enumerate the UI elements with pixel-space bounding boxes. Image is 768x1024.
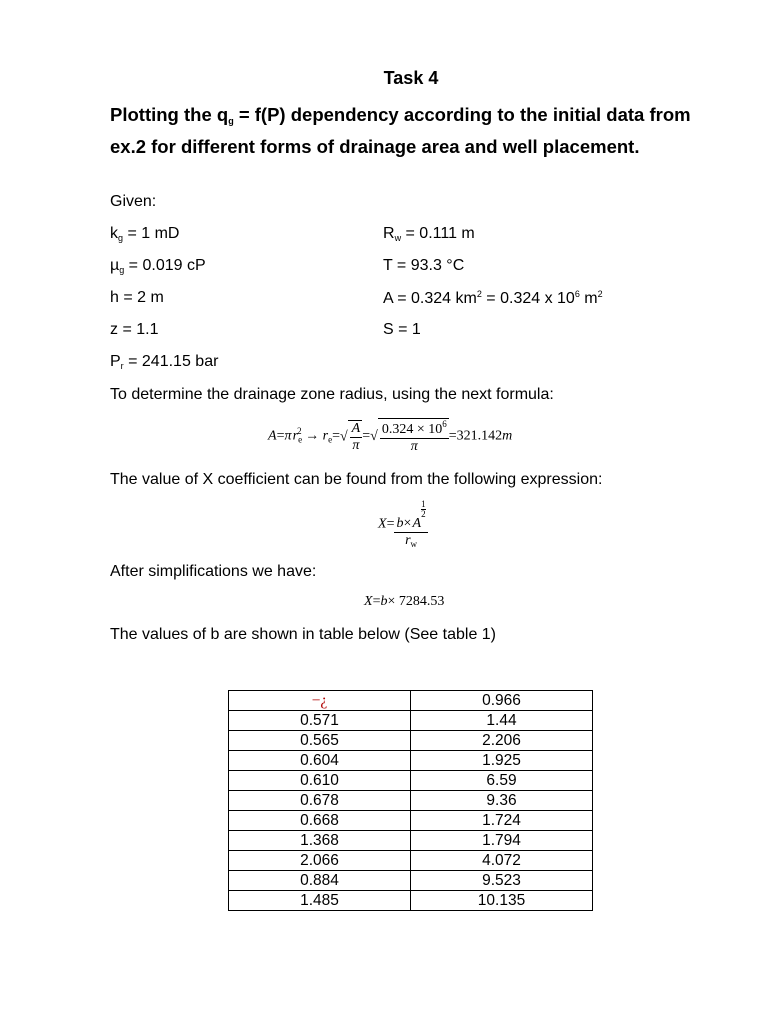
table-cell: 0.678	[229, 791, 411, 811]
simplified-formula: X=b× 7284.53	[364, 594, 445, 609]
param-reservoir-pressure: $P_r = 241.15$ bar	[110, 353, 219, 371]
table-row	[229, 871, 593, 891]
table-cell: 4.072	[411, 851, 593, 871]
page-title: Task 4	[383, 68, 439, 88]
table-cell: 1.724	[411, 811, 593, 831]
table-cell: 10.135	[411, 891, 593, 911]
heading-text-start: Plotting the q	[110, 104, 229, 125]
table-cell: 0.884	[229, 871, 411, 891]
param-temperature: T = 93.3 °C	[383, 257, 465, 274]
param-permeability: $k_g = 1$ mD	[110, 225, 180, 243]
heading-subscript: g	[228, 116, 234, 126]
table-row	[229, 811, 593, 831]
table-cell: 1.368	[229, 831, 411, 851]
table-row	[229, 791, 593, 811]
param-well-radius: $R_w = 0.111$ m	[383, 225, 475, 243]
table-cell: 9.523	[411, 871, 593, 891]
table-cell: 0.571	[229, 711, 411, 731]
table-cell: 2.206	[411, 731, 593, 751]
table-reference-text: The values of b are shown in table below (See table 1)	[110, 626, 497, 643]
table-row	[229, 891, 593, 911]
param-area: A = 0.324 $km^2 = 0.324$ x $10^6$ $m^2$	[383, 289, 603, 307]
table-cell: 0.604	[229, 751, 411, 771]
table-cell: 1.925	[411, 751, 593, 771]
table-cell: −¿	[229, 691, 411, 711]
table-row	[229, 731, 593, 751]
simplification-text: After simplifications we have:	[110, 563, 317, 580]
table-cell: 2.066	[229, 851, 411, 871]
table-cell: 9.36	[411, 791, 593, 811]
table-cell: 0.565	[229, 731, 411, 751]
given-label: Given:	[110, 193, 157, 210]
table-cell: 1.485	[229, 891, 411, 911]
drainage-radius-text: To determine the drainage zone radius, using the next formula:	[110, 386, 554, 403]
table-cell: 0.966	[411, 691, 593, 711]
param-viscosity: µ$_g$ = 0.019 cP	[110, 257, 206, 275]
b-values-table	[228, 690, 593, 911]
table-row	[229, 751, 593, 771]
x-coefficient-text: The value of X coefficient can be found from the following expression:	[110, 471, 603, 488]
table-row	[229, 771, 593, 791]
param-thickness: h = 2 m	[110, 289, 164, 306]
param-skin: S = 1	[383, 321, 421, 338]
table-cell: 0.610	[229, 771, 411, 791]
table-row	[229, 851, 593, 871]
param-z-factor: z = 1.1	[110, 321, 159, 338]
task-heading	[110, 102, 730, 160]
table-cell: 0.668	[229, 811, 411, 831]
table-cell: 1.44	[411, 711, 593, 731]
drainage-radius-formula: A=π $r_e^2 \to r_e=√$ $\frac{A}{\pi}$ =√ $\frac{0.324 \times 10^6}{\pi}$ =321.142m	[268, 419, 513, 454]
x-coefficient-formula: X= b× A $^{\frac{1}{2}}$ $r_w$	[378, 499, 426, 549]
heading-text-end: = f(P) dependency according to the initial data from ex.2 for different forms of drainage area and well placement.	[110, 104, 691, 157]
table-row	[229, 711, 593, 731]
table-cell: 1.794	[411, 831, 593, 851]
table-header-row	[229, 691, 593, 711]
table-cell: 6.59	[411, 771, 593, 791]
table-row	[229, 831, 593, 851]
